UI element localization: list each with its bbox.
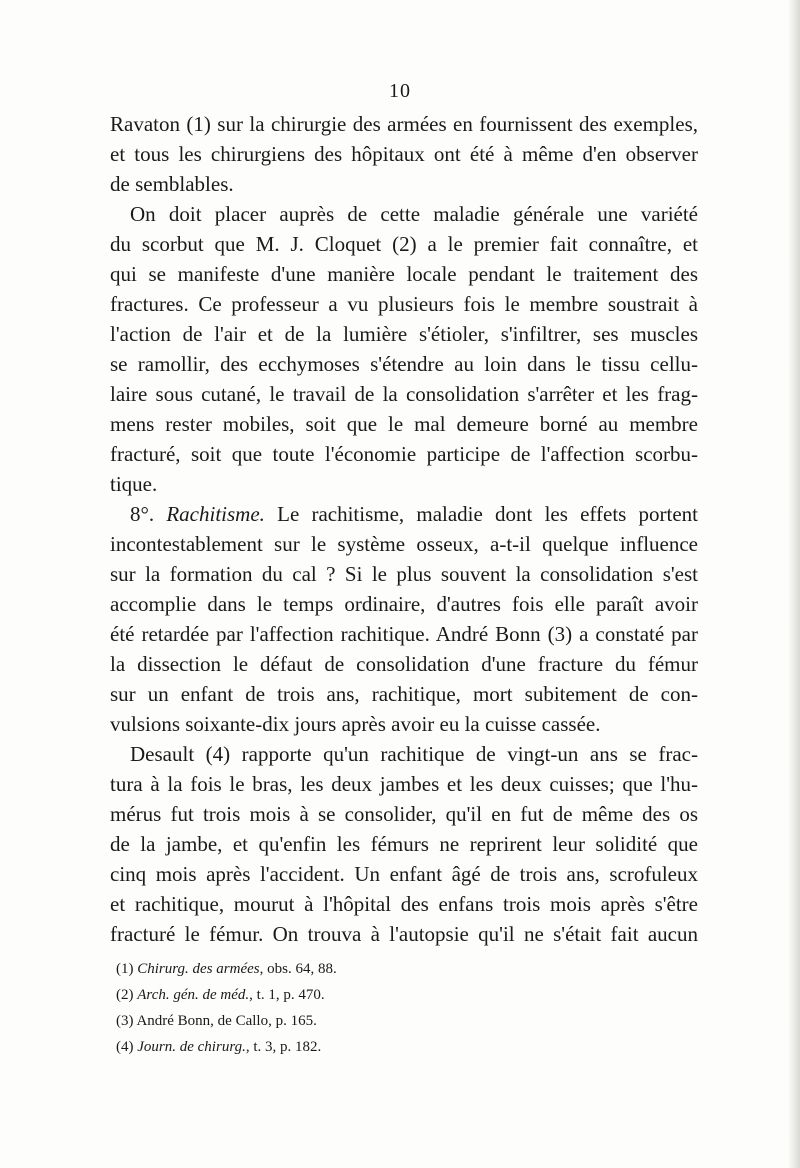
footnote-text: , t. 3, p. 182.: [245, 1039, 322, 1055]
text-line: l'action de l'air et de la lumière s'étioler, s'infiltrer, ses muscles: [110, 322, 698, 346]
footnote: [116, 982, 516, 1008]
text-line: accomplie dans le temps ordinaire, d'autres fois elle paraît avoir: [110, 592, 698, 616]
section-title: Rachitisme.: [166, 502, 265, 526]
section-number: 8°.: [130, 502, 155, 526]
text-line: de la jambe, et qu'enfin les fémurs ne reprirent leur solidité que: [110, 832, 698, 856]
footnote-title: Arch. gén. de méd.: [137, 987, 250, 1003]
text-line: sur la formation du cal ? Si le plus souvent la consolidation s'est: [110, 562, 698, 586]
text-line: se ramollir, des ecchymoses s'étendre au loin dans le tissu cellu-: [110, 352, 698, 376]
text-line: tura à la fois le bras, les deux jambes et les deux cuisses; que l'hu-: [110, 772, 698, 796]
section-heading-line: [110, 499, 698, 529]
text-line: On doit placer auprès de cette maladie générale une variété: [130, 202, 698, 226]
text-line: sur un enfant de trois ans, rachitique, mort subitement de con-: [110, 682, 698, 706]
footnote-number: (1): [116, 961, 134, 977]
footnote: [116, 956, 516, 982]
footnote-title: Chirurg. des armées: [137, 961, 260, 977]
footnote-text: , obs. 64, 88.: [259, 961, 337, 977]
text-line: laire sous cutané, le travail de la consolidation s'arrêter et les frag-: [110, 382, 698, 406]
text-line: du scorbut que M. J. Cloquet (2) a le premier fait connaître, et: [110, 232, 698, 256]
text-line: vulsions soixante-dix jours après avoir eu la cuisse cassée.: [110, 712, 601, 736]
text-line: Ravaton (1) sur la chirurgie des armées en fournissent des exemples,: [110, 112, 698, 136]
page-number: 10: [389, 80, 411, 102]
footnote-text: , t. 1, p. 470.: [249, 987, 325, 1003]
text-line: tique.: [110, 472, 158, 496]
text-line: Desault (4) rapporte qu'un rachitique de vingt-un ans se frac-: [130, 742, 698, 766]
text-line: de semblables.: [110, 172, 234, 196]
footnote-text: André Bonn, de Callo, p. 165.: [136, 1013, 317, 1029]
footnote-number: (2): [116, 987, 134, 1003]
footnote-number: (3): [116, 1013, 134, 1029]
text-line: mens rester mobiles, soit que le mal demeure borné au membre: [110, 412, 698, 436]
footnote-title: Journ. de chirurg.: [137, 1039, 246, 1055]
page-edge-shadow: [788, 0, 800, 1168]
footnote-number: (4): [116, 1039, 134, 1055]
text-line: cinq mois après l'accident. Un enfant âgé de trois ans, scrofuleux: [110, 862, 698, 886]
footnotes: [116, 956, 516, 1060]
text-line: fractures. Ce professeur a vu plusieurs fois le membre soustrait à: [110, 292, 698, 316]
text-line: mérus fut trois mois à se consolider, qu'il en fut de même des os: [110, 802, 698, 826]
text-line: fracturé, soit que toute l'économie participe de l'affection scorbu-: [110, 442, 698, 466]
text-line: la dissection le défaut de consolidation d'une fracture du fémur: [110, 652, 698, 676]
text-line: et rachitique, mourut à l'hôpital des enfans trois mois après s'être: [110, 892, 698, 916]
text-line: incontestablement sur le système osseux, a-t-il quelque influence: [110, 532, 698, 556]
text-line: et tous les chirurgiens des hôpitaux ont été à même d'en observer: [110, 142, 698, 166]
footnote: [116, 1034, 516, 1060]
text-span: Le rachitisme, maladie dont les effets portent: [277, 502, 699, 526]
footnote: [116, 1008, 516, 1034]
text-line: fracturé le fémur. On trouva à l'autopsie qu'il ne s'était fait aucun: [110, 922, 698, 946]
text-line: qui se manifeste d'une manière locale pendant le traitement des: [110, 262, 698, 286]
body-text: [110, 109, 698, 949]
text-line: été retardée par l'affection rachitique. André Bonn (3) a constaté par: [110, 622, 698, 646]
